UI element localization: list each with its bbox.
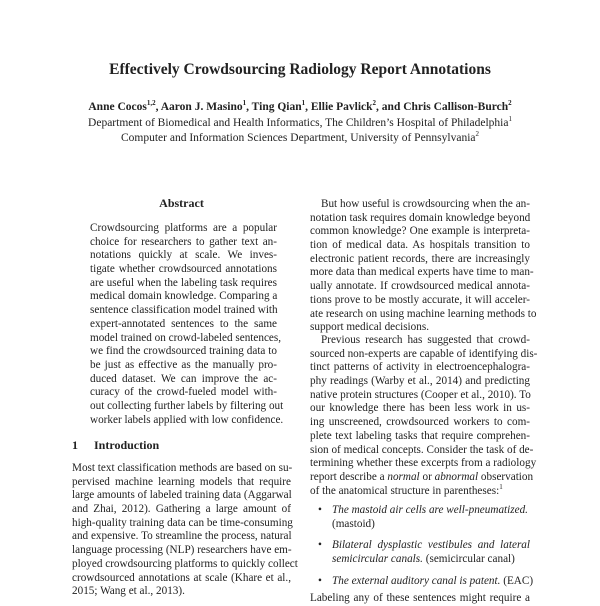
section-heading-introduction — [72, 438, 159, 453]
paper-title: Effectively Crowdsourcing Radiology Report Annotations — [109, 61, 491, 78]
text-line: ually annotate. If crowdsourced medical annota- — [310, 280, 530, 293]
author-affiliation-mark: 2 — [508, 99, 512, 107]
text-line: tigate whether crowdsourced annotations — [90, 263, 277, 276]
emphasis: abnormal — [434, 471, 479, 483]
author-affiliation-mark: 1 — [301, 99, 306, 107]
text-line: plete text labeling tasks that require comprehen- — [310, 429, 530, 442]
author-separator: , — [155, 101, 161, 113]
text-line: curacy of the crowd-fueled model with- — [90, 386, 277, 399]
right-paragraph-2 — [310, 334, 538, 471]
text-line: common knowledge? One example is interpreta- — [310, 225, 530, 238]
author: Chris Callison-Burch — [403, 101, 509, 113]
text-line: we find the crowdsourced training data to — [90, 345, 277, 358]
text-line: and expensive. To streamline the process, natural — [72, 530, 292, 543]
text-line — [310, 471, 534, 485]
text-line: choice for researchers to gather text an- — [90, 235, 277, 248]
text-line: crowdsourced annotations at scale (Khare et al., — [72, 571, 291, 584]
text-span: (semicircular canal) — [422, 552, 515, 565]
text-span: report describe a — [310, 471, 388, 483]
emphasis: The external auditory canal is patent. — [332, 575, 501, 587]
text-line — [332, 518, 530, 532]
emphasis: normal — [387, 471, 420, 483]
text-line: are useful when the labeling task requires — [90, 276, 277, 289]
bullet-icon: • — [318, 504, 322, 516]
text-line: ate research on using machine learning methods to — [310, 307, 537, 320]
author: Anne Cocos — [88, 101, 147, 113]
text-line: Previous research has suggested that crowd- — [321, 334, 530, 346]
text-line: duced dataset. We can improve the ac- — [90, 372, 277, 385]
text-span: (EAC) — [500, 575, 534, 587]
emphasis: semicircular canals. — [332, 552, 423, 565]
author-separator: , and — [376, 101, 404, 113]
right-paragraph-1 — [310, 198, 537, 335]
text-line: and Zhai, 2012). Gathering a large amount of — [72, 503, 291, 516]
author: Ting Qian — [251, 101, 302, 113]
text-line: our knowledge there has been less work in us- — [310, 402, 530, 415]
affiliation-text: Computer and Information Sciences Department, University of Pennsylvania — [121, 132, 476, 144]
author-affiliation-mark: 2 — [372, 99, 377, 107]
bullet-item — [318, 504, 530, 531]
text-line: notation task requires domain knowledge beyond — [310, 211, 531, 224]
bullet-item — [318, 539, 530, 566]
affiliation-mark: 1 — [508, 115, 512, 123]
bullet-icon: • — [318, 575, 322, 587]
text-line: Crowdsourcing platforms are a popular — [90, 222, 277, 234]
text-span: observation — [478, 471, 534, 483]
affiliation-1 — [0, 117, 600, 129]
bullet-item — [318, 575, 534, 589]
text-line: out collecting further labels by filtering out — [90, 399, 284, 412]
text-line: be just as effective as the manually pro- — [90, 358, 277, 371]
text-line: Most text classification methods are based on su- — [72, 462, 293, 474]
section-number: 1 — [72, 438, 78, 452]
text-line: language processing (NLP) researchers have em- — [72, 544, 292, 557]
text-line: support medical decisions. — [310, 321, 429, 334]
text-line: Labeling any of these sentences might require a — [310, 592, 530, 604]
introduction-body — [72, 462, 298, 599]
author-affiliation-mark: 1 — [242, 99, 247, 107]
text-line: large amounts of labeled training data (Aggarwal — [72, 489, 292, 502]
text-line — [332, 553, 530, 567]
text-line: electronic patient records, there are increasingly — [310, 252, 530, 265]
text-line: model trained on crowd-labeled sentences, — [90, 331, 282, 344]
text-line: high-quality training data can be time-consuming — [72, 516, 293, 529]
text-line: sion of medical concepts. Consider the task of de- — [310, 443, 534, 456]
abstract-heading: Abstract — [159, 196, 204, 210]
author-separator: , — [305, 101, 311, 113]
text-span: of the anatomical structure in parentheses: — [310, 484, 500, 497]
author: Aaron J. Masino — [160, 101, 243, 113]
right-paragraph-2-end — [310, 471, 534, 498]
text-line: phy readings (Warby et al., 2014) and predicting — [310, 375, 530, 388]
author: Ellie Pavlick — [310, 101, 373, 113]
abstract-body — [90, 222, 284, 427]
text-span: (mastoid) — [332, 517, 375, 530]
text-line: notations quickly at scale. We inves- — [90, 249, 277, 262]
affiliation-mark: 2 — [475, 130, 479, 138]
text-line: medical domain knowledge. Comparing a — [90, 290, 278, 303]
text-line — [310, 482, 530, 499]
text-line — [332, 539, 530, 553]
text-line: pervised machine learning models that require — [72, 475, 291, 488]
text-line: tinct patterns of activity in electroencephalogra- — [310, 361, 530, 374]
bullet-icon: • — [318, 539, 322, 551]
footnote-mark: 1 — [499, 482, 503, 491]
author-separator: , — [246, 101, 252, 113]
text-line: sourced non-experts are capable of identifying dis- — [310, 347, 538, 360]
text-line: tion of medical data. As hospitals transition to — [310, 239, 530, 252]
text-line — [332, 504, 530, 518]
text-line: expert-annotated sentences to the same — [90, 317, 277, 330]
text-line: native protein structures (Cooper et al., 2010). To — [310, 388, 531, 401]
text-line: ing unscreened, crowdsourced workers to com- — [310, 416, 530, 429]
text-line: tions prove to be mostly accurate, it will acceler- — [310, 293, 530, 306]
author-list — [0, 101, 600, 113]
author-affiliation-mark: 1,2 — [146, 99, 156, 107]
text-line: termining whether these excerpts from a radiology — [310, 457, 537, 470]
text-span: or — [419, 471, 435, 483]
emphasis: The mastoid air cells are well-pneumatized. — [332, 504, 528, 516]
text-line: sentence classification model trained with — [90, 304, 278, 317]
affiliation-2 — [0, 132, 600, 144]
section-title: Introduction — [94, 438, 160, 452]
text-line — [332, 575, 534, 589]
right-paragraph-3 — [310, 592, 530, 606]
text-line: ployed crowdsourcing platforms to quickly collect — [72, 557, 298, 570]
text-line: more data than medical experts have time to man- — [310, 266, 534, 279]
emphasis: Bilateral dysplastic vestibules and lateral — [332, 539, 530, 551]
affiliation-text: Department of Biomedical and Health Informatics, The Children’s Hospital of Philadelphia — [88, 117, 509, 129]
text-line: worker labels applied with low confidence. — [90, 413, 284, 426]
text-line: But how useful is crowdsourcing when the an- — [321, 198, 530, 210]
text-line: 2015; Wang et al., 2013). — [72, 585, 185, 598]
